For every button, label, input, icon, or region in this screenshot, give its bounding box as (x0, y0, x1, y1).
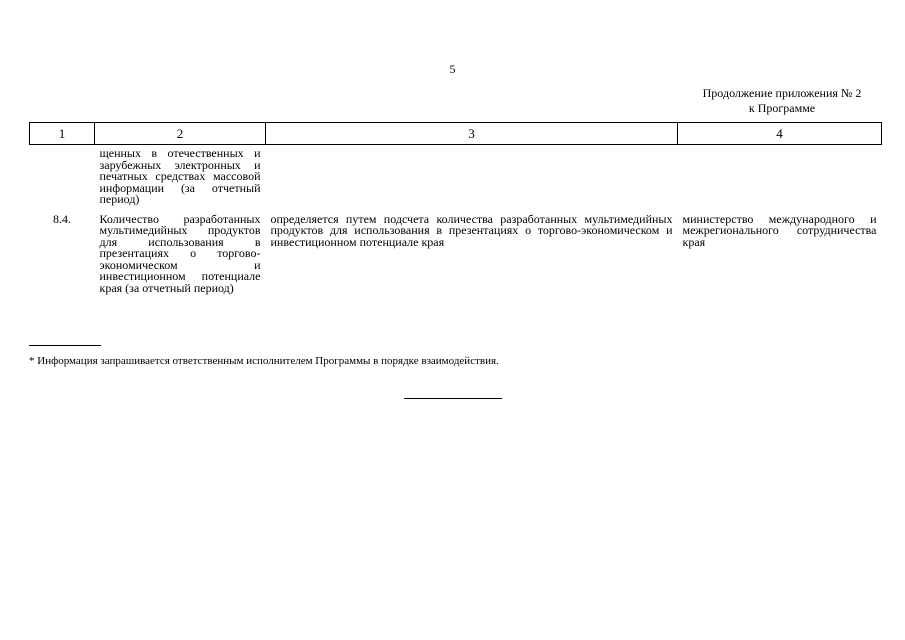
footnote: * Информация запрашивается ответственным исполнителем Программы в порядке взаимодействия. (29, 355, 499, 367)
method-cell: определяется путем подсчета количества разработанных мультимедийных продуктов для использования в презентациях о торгово-экономическом и инвестиционном потенциале края (270, 211, 673, 249)
source-cell (678, 145, 882, 212)
table-row (30, 145, 882, 212)
end-divider (404, 398, 502, 399)
continuation-line-2: к Программе (748, 101, 816, 115)
method-cell (266, 145, 678, 212)
continuation-header (672, 86, 892, 116)
row-number: 8.4. (53, 211, 71, 226)
table-header-row (30, 123, 882, 145)
source-cell: министерство международного и межрегионального сотрудничества края (682, 211, 877, 249)
indicator-cell: щенных в отечественных и зарубежных электронных и печатных средствах массовой информации (за отчетный период) (99, 146, 261, 206)
continuation-line-1: Продолжение приложения № 2 (702, 86, 862, 100)
column-header-3: 3 (266, 123, 678, 145)
program-table (29, 122, 882, 294)
indicator-cell: Количество разработанных мультимедийных продуктов для использования в презентациях о торгово-экономическом и инвестиционном потенциале края (за отчетный период) (99, 211, 261, 295)
column-header-4: 4 (678, 123, 882, 145)
row-number (30, 145, 95, 212)
page-number: 5 (449, 62, 456, 76)
column-header-2: 2 (95, 123, 266, 145)
table-row (30, 212, 882, 295)
column-header-1: 1 (30, 123, 95, 145)
footnote-divider (29, 345, 101, 346)
